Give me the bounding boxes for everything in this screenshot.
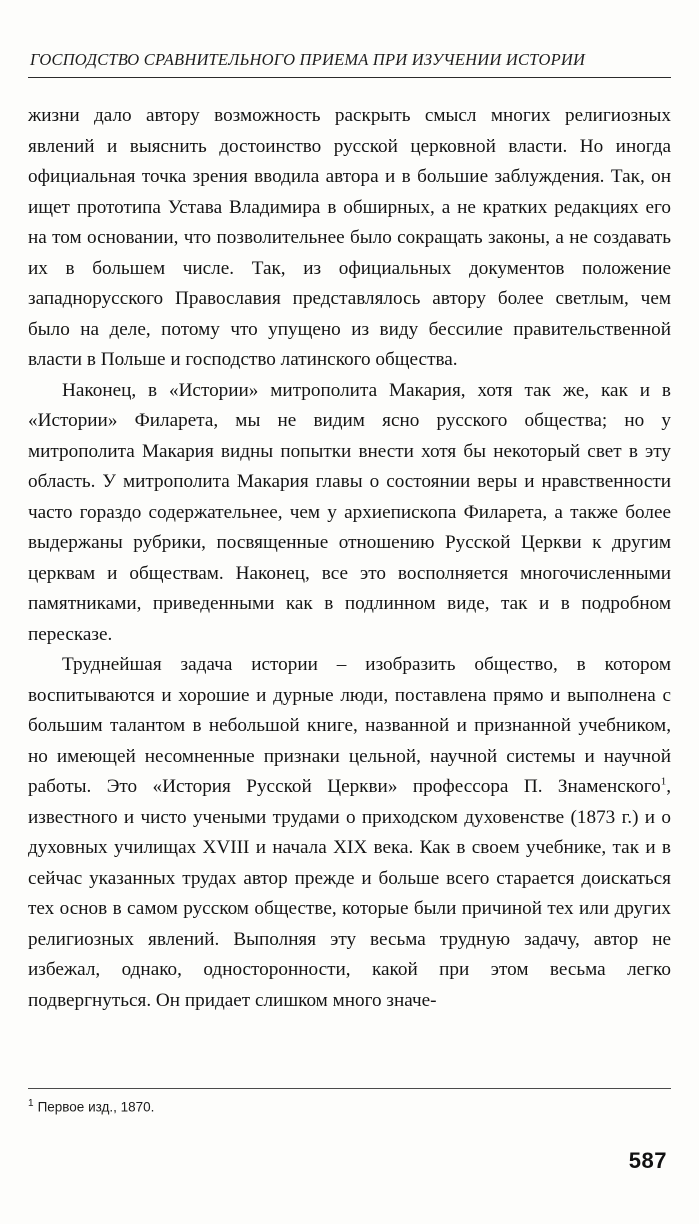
page-content xyxy=(28,50,671,1016)
header-divider xyxy=(28,77,671,78)
body-text xyxy=(28,101,671,1016)
footnote-text: Первое изд., 1870. xyxy=(37,1099,155,1115)
paragraph-1: жизни дало автору возможность раскрыть смысл многих религиозных явлений и выяснить достоинство русской церковной власти. Но иногда официальная точка зрения вводила автора и в большие заблуждения. Так, он ищет прототипа Устава Владимира в обширных, а не кратких редакциях его на том основании, что позволительнее было сокращать законы, а не создавать их в большем числе. Так, из официальных документов положение западнорусского Православия представлялось автору более светлым, чем было на деле, потому что упущено из виду бессилие правительственной власти в Польше и господство латинского общества. xyxy=(28,105,671,370)
footnote-reference: 1 xyxy=(660,775,667,788)
paragraph-3-part-a: Труднейшая задача истории – изобразить общество, в котором воспитываются и хорошие и дурные люди, поставлена прямо и выполнена с большим талантом в небольшой книге, названной и признанной учебником, но имеющей несомненные признаки цельной, научной системы и научной работы. Это «История Русской Церкви» профессора П. Знаменского xyxy=(28,654,671,797)
running-head: ГОСПОДСТВО СРАВНИТЕЛЬНОГО ПРИЕМА ПРИ ИЗУЧЕНИИ ИСТОРИИ xyxy=(30,50,586,69)
paragraph-3-part-b: , xyxy=(666,776,671,797)
paragraph-2: Наконец, в «Истории» митрополита Макария, хотя так же, как и в «Истории» Филарета, мы не видим ясно русского общества; но у митрополита Макария видны попытки внести хотя бы некоторый свет в эту область. У митрополита Макария главы о состоянии веры и нравственности часто гораздо содержательнее, чем у архиепископа Филарета, а также более выдержаны рубрики, посвященные отношению Русской Церкви к другим церквам и обществам. Наконец, все это восполняется многочисленными памятниками, приведенными как в подлинном виде, так и в подробном пересказе. xyxy=(28,379,671,645)
page-number: 587 xyxy=(628,1148,667,1173)
paragraph-3 xyxy=(28,650,671,1016)
footnote-divider xyxy=(28,1088,671,1089)
footnote-number: 1 xyxy=(28,1098,34,1109)
footnote xyxy=(28,1095,671,1117)
footnote-area xyxy=(28,1088,671,1117)
paragraph-3-part-c: известного и чисто учеными трудами о приходском духовенстве (1873 г.) и о духовных училищах XVIII и начала XIX века. Как в своем учебнике, так и в сейчас указанных трудах автор прежде и больше всего старается доискаться тех основ в самом русском обществе, которые были причиной тех или других религиозных явлений. Выполняя эту весьма трудную задачу, автор не избежал, однако, односторонности, какой при этом весьма легко подвергнуться. Он придает слишком много значе- xyxy=(28,806,671,1011)
